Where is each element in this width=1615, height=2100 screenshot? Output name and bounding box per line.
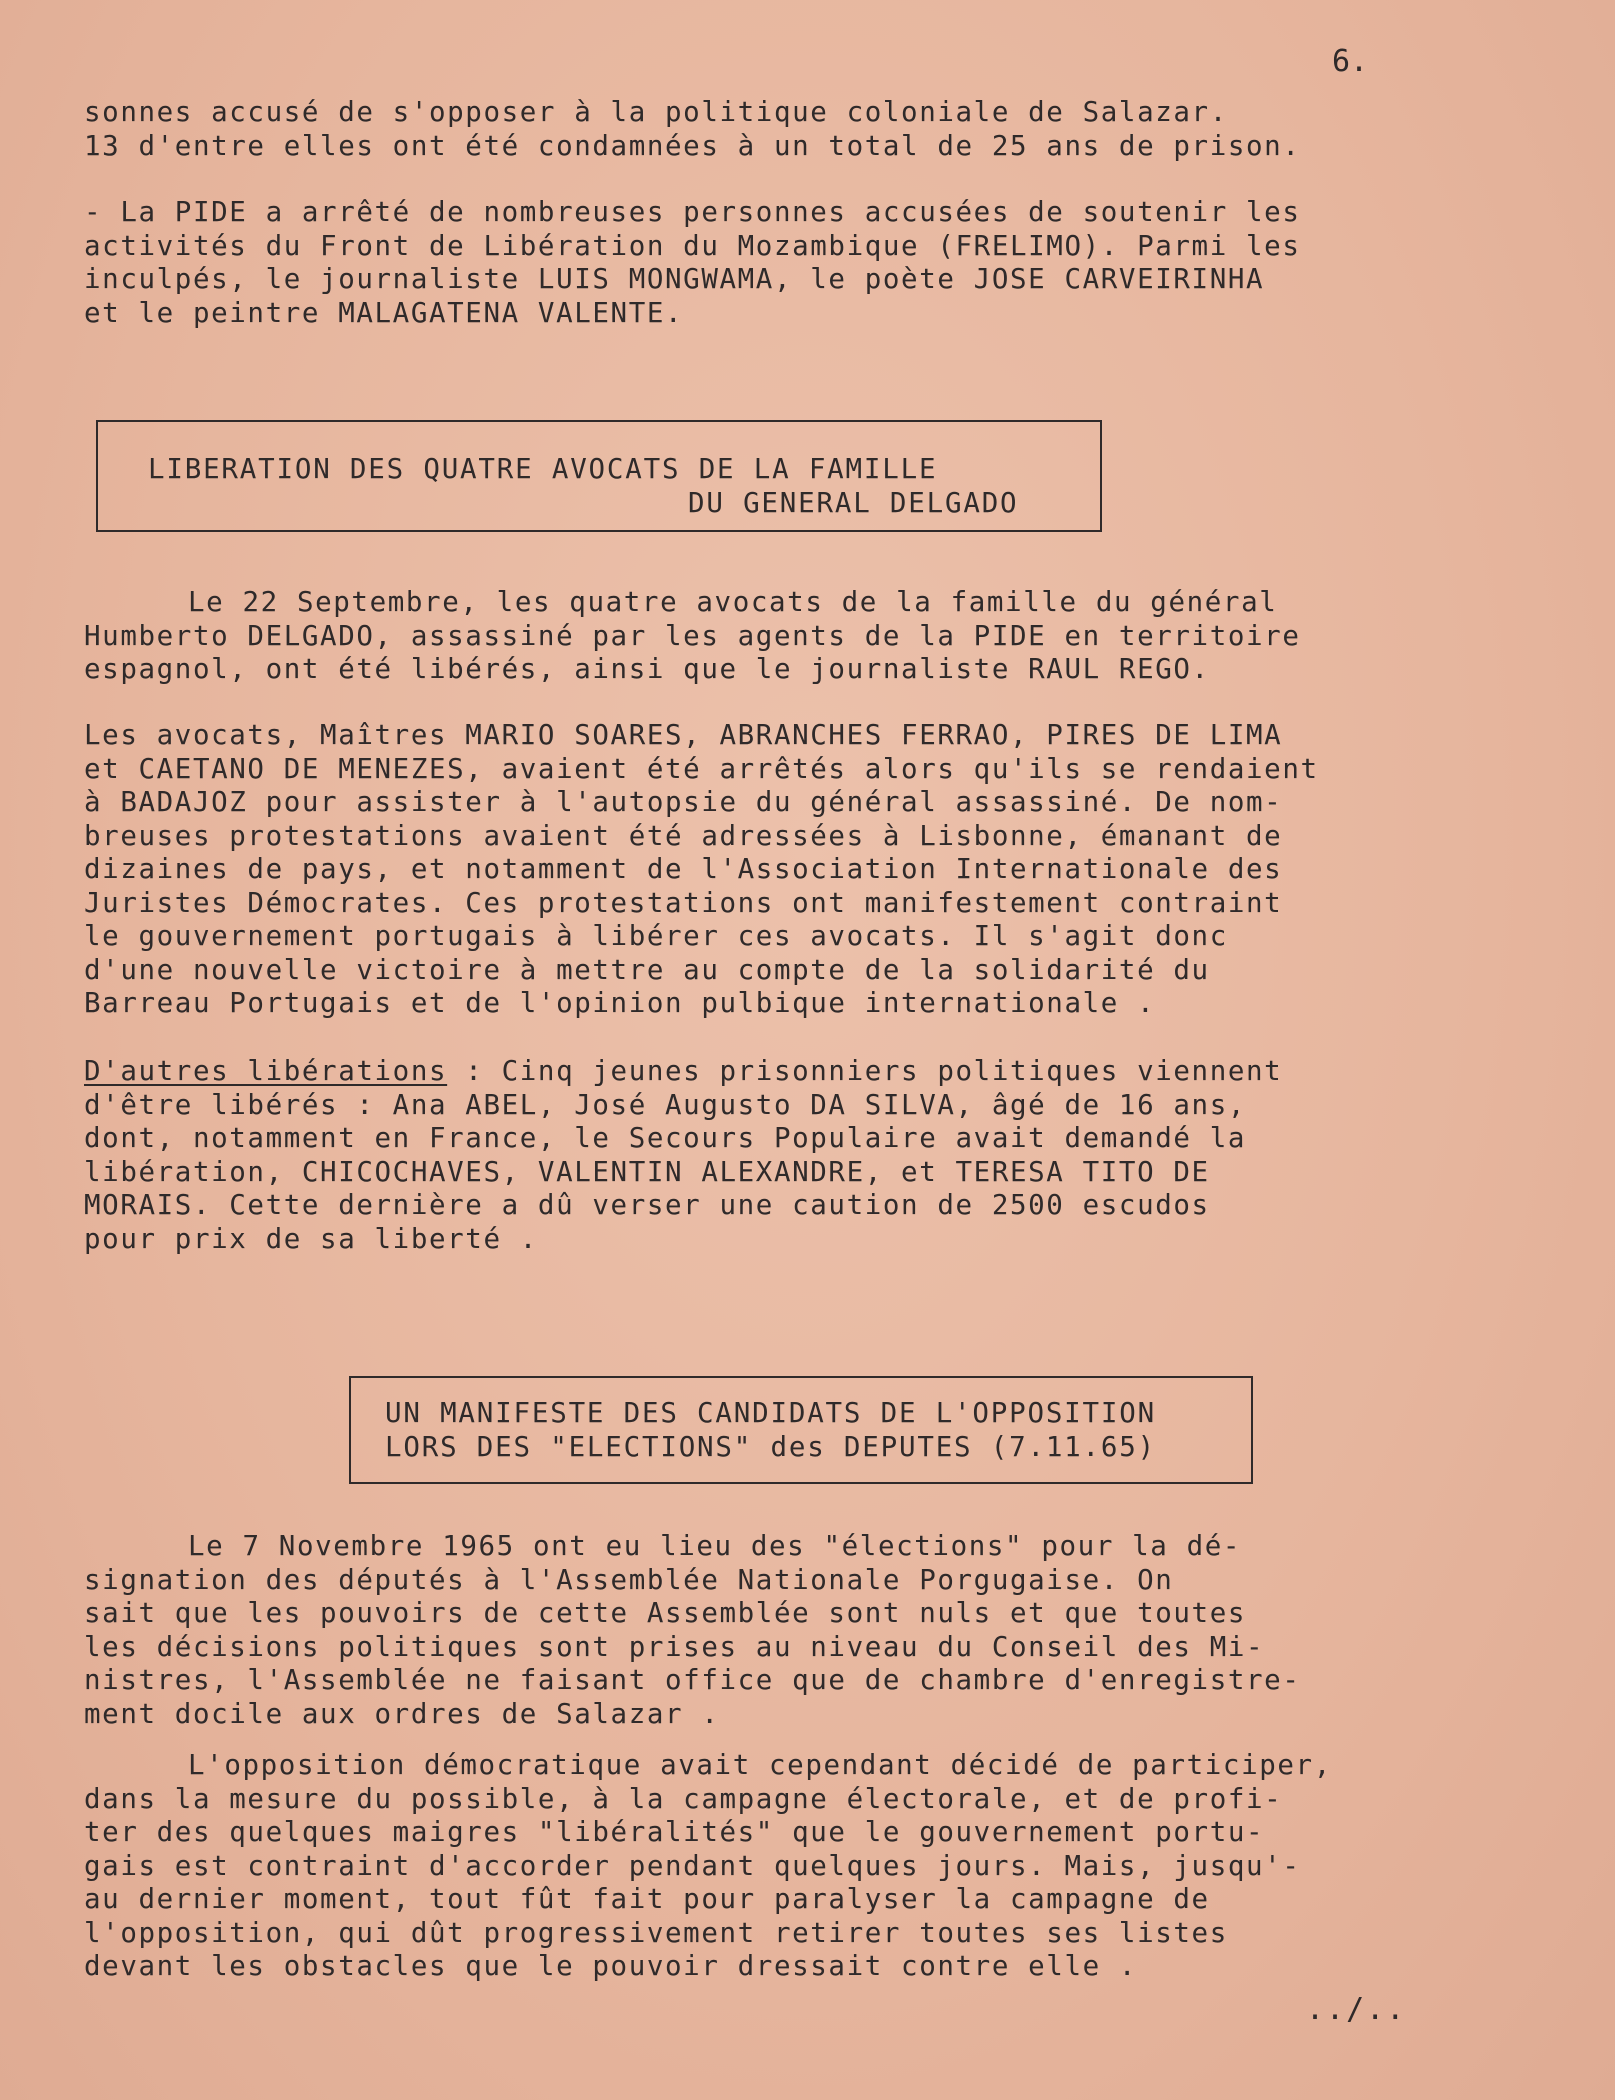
text-line: Les avocats, Maîtres MARIO SOARES, ABRANCHES FERRAO, PIRES DE LIMA: [84, 719, 1283, 751]
page-number: 6.: [1332, 44, 1369, 79]
text-line: dans la mesure du possible, à la campagne électorale, et de profi-: [84, 1782, 1283, 1815]
pide-paragraph: [84, 196, 1300, 330]
text-fragment: : Cinq jeunes prisonniers politiques viennent: [447, 1055, 1283, 1087]
intro-paragraph: [84, 96, 1300, 163]
autres-liberations-paragraph: [84, 1055, 1282, 1256]
text-line: au dernier moment, tout fût fait pour paralyser la campagne de: [84, 1883, 1210, 1915]
text-line: à BADAJOZ pour assister à l'autopsie du général assassiné. De nom-: [84, 786, 1283, 818]
underlined-heading: D'autres libérations: [84, 1055, 448, 1087]
heading-line: LORS DES "ELECTIONS" des DEPUTES (7.11.65): [385, 1431, 1156, 1463]
text-line: libération, CHICOCHAVES, VALENTIN ALEXANDRE, et TERESA TITO DE: [84, 1155, 1210, 1188]
text-line: devant les obstacles que le pouvoir dressait contre elle .: [84, 1950, 1138, 1982]
text-line: l'opposition, qui dût progressivement retirer toutes ses listes: [84, 1916, 1228, 1949]
text-line: ter des quelques maigres "libéralités" que le gouvernement portu-: [84, 1816, 1265, 1848]
text-line: inculpés, le journaliste LUIS MONGWAMA, le poète JOSE CARVEIRINHA: [84, 263, 1265, 295]
heading-line: UN MANIFESTE DES CANDIDATS DE L'OPPOSITION: [385, 1397, 1156, 1429]
text-line: signation des députés à l'Assemblée Nationale Porgugaise. On: [84, 1563, 1174, 1596]
text-line: sonnes accusé de s'opposer à la politique coloniale de Salazar.: [84, 96, 1228, 128]
text-line: pour prix de sa liberté .: [84, 1222, 538, 1255]
heading-line: LIBERATION DES QUATRE AVOCATS DE LA FAMILLE: [148, 453, 938, 485]
text-line: Juristes Démocrates. Ces protestations ont manifestement contraint: [84, 886, 1283, 919]
text-line: L'opposition démocratique avait cependant décidé de participer,: [188, 1749, 1332, 1781]
text-line: Le 7 Novembre 1965 ont eu lieu des "élections" pour la dé-: [188, 1530, 1242, 1562]
text-line: ment docile aux ordres de Salazar .: [84, 1697, 720, 1730]
text-line: Barreau Portugais et de l'opinion pulbique internationale .: [84, 987, 1156, 1019]
text-line: dizaines de pays, et notamment de l'Association Internationale des: [84, 853, 1283, 885]
text-line: 13 d'entre elles ont été condamnées à un total de 25 ans de prison.: [84, 129, 1301, 162]
text-line: breuses protestations avaient été adressées à Lisbonne, émanant de: [84, 819, 1283, 852]
heading-line: DU GENERAL DELGADO: [688, 487, 1019, 519]
continuation-mark: ../..: [1306, 1992, 1407, 2027]
text-line: Humberto DELGADO, assassiné par les agents de la PIDE en territoire: [84, 619, 1301, 652]
opposition-paragraph: [84, 1749, 1332, 1984]
text-line: [84, 1055, 1282, 1089]
text-line: sait que les pouvoirs de cette Assemblée sont nuls et que toutes: [84, 1597, 1247, 1629]
text-line: d'une nouvelle victoire à mettre au compte de la solidarité du: [84, 953, 1210, 986]
text-line: d'être libérés : Ana ABEL, José Augusto DA SILVA, âgé de 16 ans,: [84, 1088, 1247, 1121]
text-line: gais est contraint d'accorder pendant quelques jours. Mais, jusqu'-: [84, 1849, 1301, 1882]
text-line: nistres, l'Assemblée ne faisant office que de chambre d'enregistre-: [84, 1664, 1301, 1696]
text-line: et CAETANO DE MENEZES, avaient été arrêtés alors qu'ils se rendaient: [84, 752, 1319, 785]
section-heading-box-manifeste: [349, 1376, 1253, 1484]
text-line: MORAIS. Cette dernière a dû verser une caution de 2500 escudos: [84, 1189, 1210, 1221]
text-line: dont, notamment en France, le Secours Populaire avait demandé la: [84, 1122, 1247, 1154]
liberation-paragraph: [84, 586, 1300, 687]
text-line: activités du Front de Libération du Mozambique (FRELIMO). Parmi les: [84, 229, 1301, 262]
text-line: le gouvernement portugais à libérer ces avocats. Il s'agit donc: [84, 920, 1228, 952]
avocats-paragraph: [84, 719, 1319, 1021]
elections-paragraph: [84, 1530, 1300, 1731]
text-line: - La PIDE a arrêté de nombreuses personnes accusées de soutenir les: [84, 196, 1301, 228]
text-line: et le peintre MALAGATENA VALENTE.: [84, 296, 684, 329]
section-heading-box-liberation: [96, 420, 1102, 532]
text-line: Le 22 Septembre, les quatre avocats de la famille du général: [188, 586, 1278, 618]
text-line: espagnol, ont été libérés, ainsi que le journaliste RAUL REGO.: [84, 653, 1210, 685]
text-line: les décisions politiques sont prises au niveau du Conseil des Mi-: [84, 1630, 1265, 1663]
